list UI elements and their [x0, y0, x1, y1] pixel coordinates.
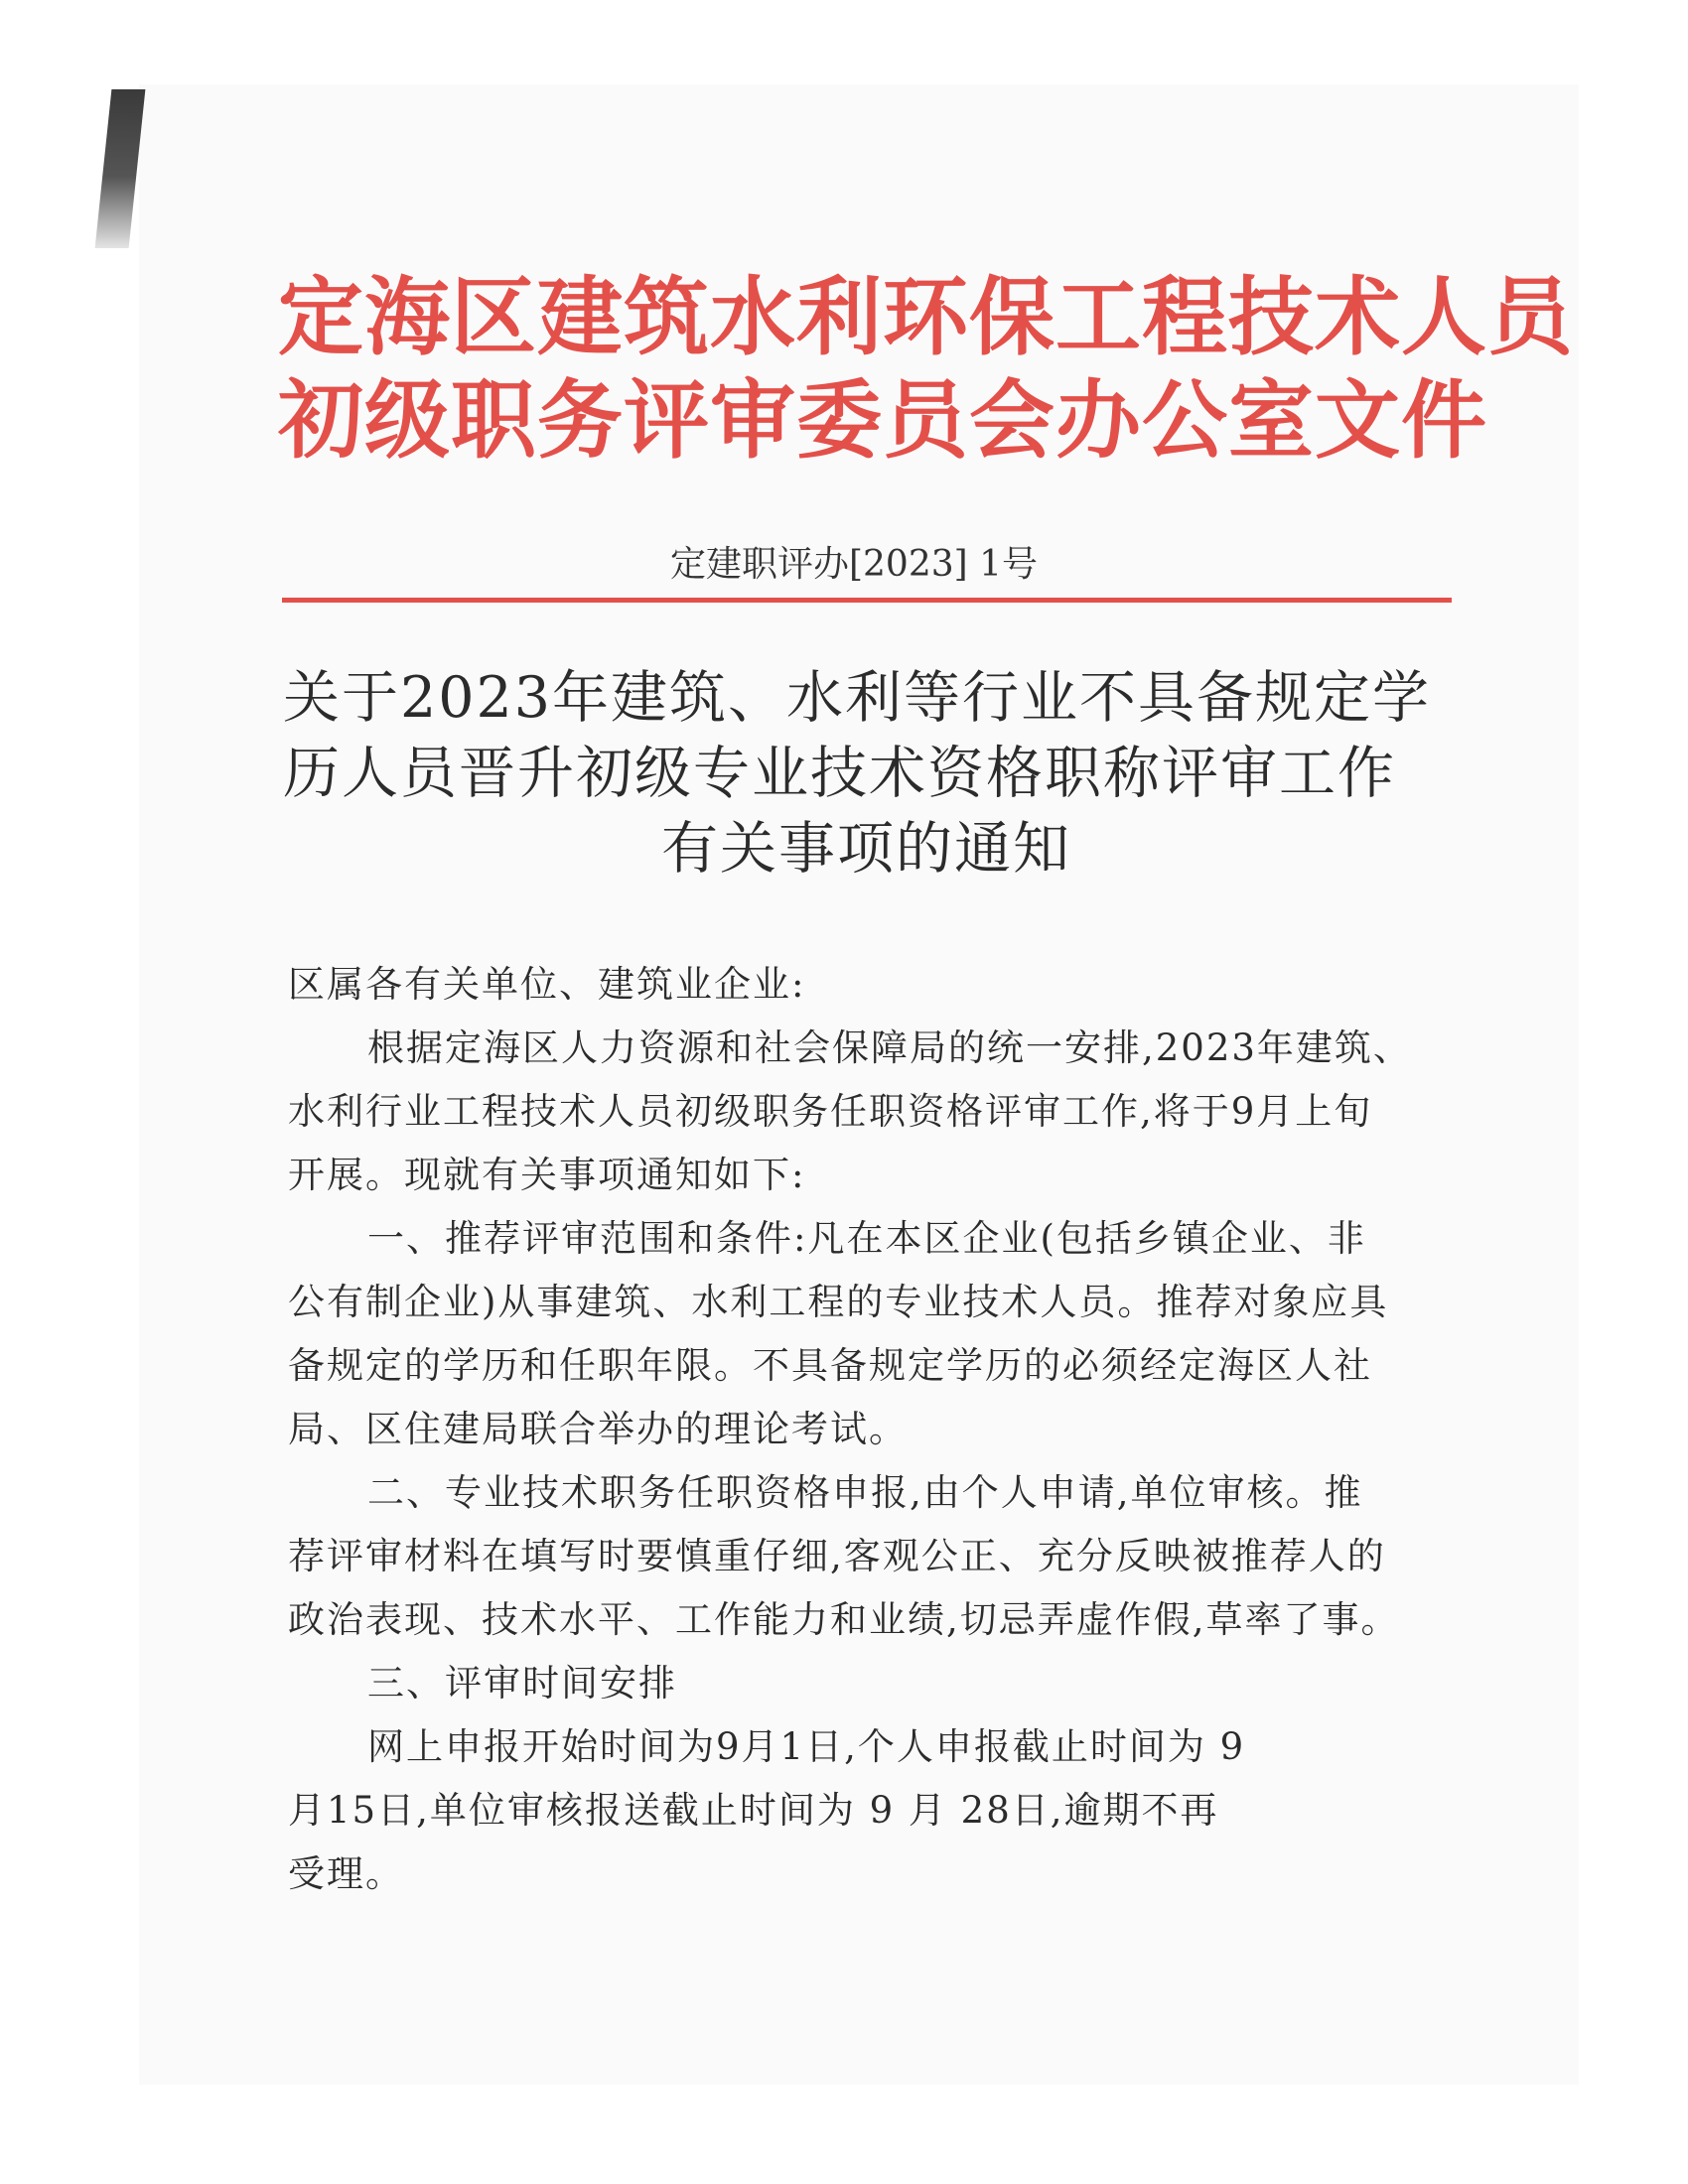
section3-line: 受理。 — [288, 1852, 404, 1895]
section2-line: 二、专业技术职务任职资格申报,由个人申请,单位审核。推 — [367, 1471, 1363, 1514]
header-title-line1: 定海区建筑水利环保工程技术人员 — [278, 268, 1574, 367]
intro-line: 根据定海区人力资源和社会保障局的统一安排,2023年建筑、 — [367, 1026, 1412, 1069]
red-divider-line — [282, 598, 1452, 603]
scan-edge-shadow — [95, 89, 146, 248]
section1-line: 备规定的学历和任职年限。不具备规定学历的必须经定海区人社 — [288, 1344, 1372, 1387]
notice-title-line1: 关于2023年建筑、水利等行业不具备规定学 — [283, 665, 1432, 731]
intro-line: 开展。现就有关事项通知如下: — [288, 1154, 806, 1196]
notice-title — [283, 660, 1450, 887]
section3-line: 月15日,单位审核报送截止时间为 9 月 28日,逾期不再 — [288, 1789, 1219, 1832]
section3-line: 网上申报开始时间为9月1日,个人申报截止时间为 9 — [367, 1725, 1246, 1768]
notice-title-line2: 历人员晋升初级专业技术资格职称评审工作 — [283, 741, 1396, 806]
notice-body — [288, 953, 1450, 1906]
section2-line: 政治表现、技术水平、工作能力和业绩,切忌弄虚作假,草率了事。 — [288, 1598, 1400, 1641]
intro-line: 水利行业工程技术人员初级职务任职资格评审工作,将于9月上旬 — [288, 1090, 1373, 1133]
document-number: 定建职评办[2023] 1号 — [669, 544, 1039, 585]
notice-title-line3: 有关事项的通知 — [661, 816, 1071, 882]
addressee: 区属各有关单位、建筑业企业: — [288, 963, 806, 1006]
section3-heading: 三、评审时间安排 — [367, 1662, 677, 1705]
section1-line: 局、区住建局联合举办的理论考试。 — [288, 1408, 908, 1450]
header-title-line2: 初级职务评审委员会办公室文件 — [278, 371, 1487, 471]
document-header — [278, 266, 1574, 473]
section1-line: 公有制企业)从事建筑、水利工程的专业技术人员。推荐对象应具 — [288, 1281, 1389, 1323]
section1-line: 一、推荐评审范围和条件:凡在本区企业(包括乡镇企业、非 — [367, 1217, 1366, 1260]
section2-line: 荐评审材料在填写时要慎重仔细,客观公正、充分反映被推荐人的 — [288, 1535, 1386, 1577]
